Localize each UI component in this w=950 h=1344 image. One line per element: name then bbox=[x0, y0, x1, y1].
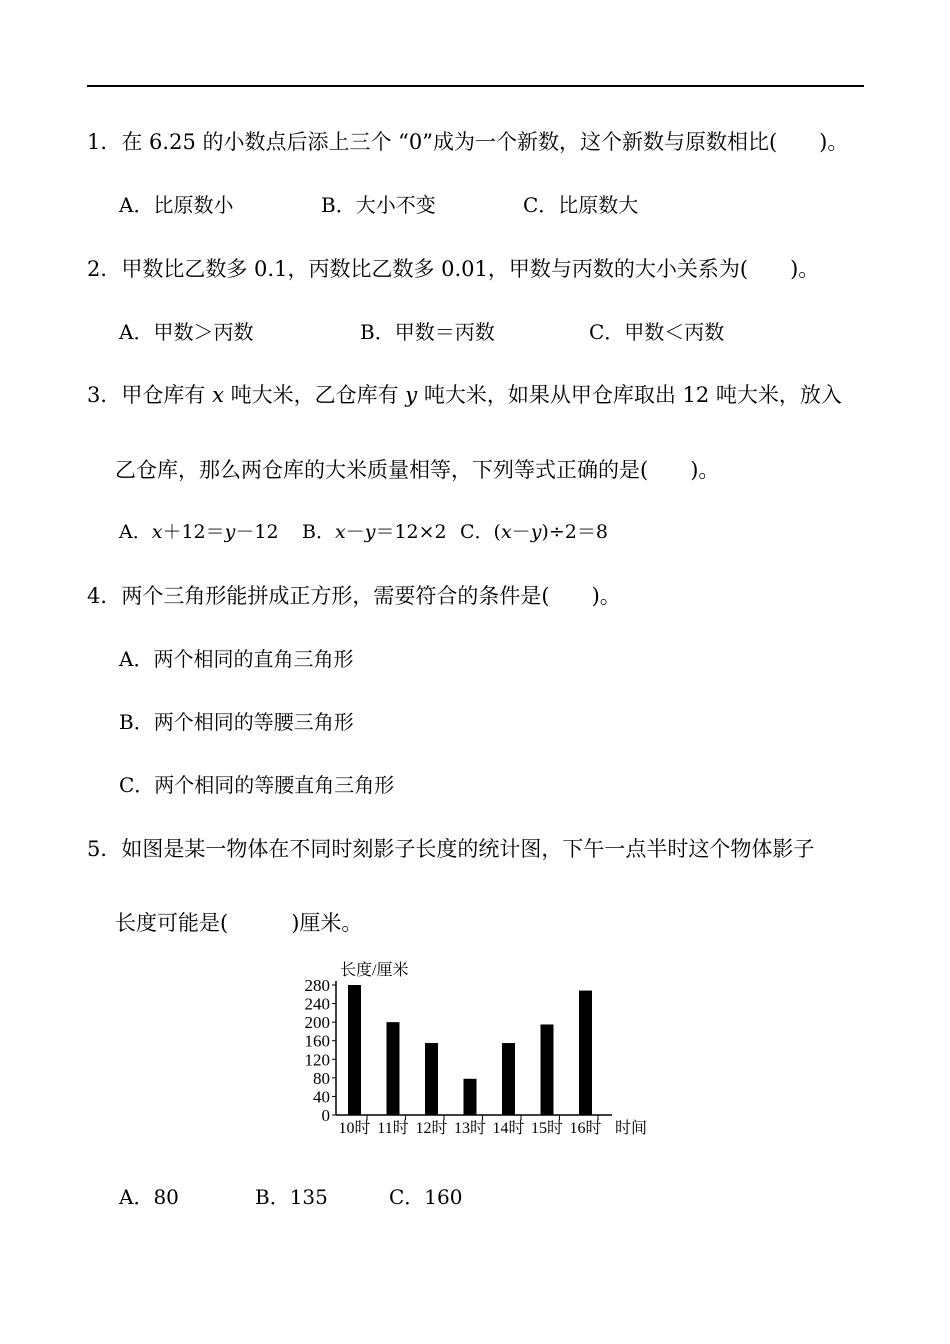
q3b-var-y: y bbox=[364, 521, 376, 543]
bar bbox=[464, 1079, 477, 1115]
q3a-op2: －12 bbox=[235, 521, 279, 543]
question-1-option-c[interactable]: C．比原数大 bbox=[523, 193, 639, 217]
top-rule bbox=[87, 85, 864, 87]
x-tick-label: 10时 bbox=[338, 1120, 371, 1137]
question-1-option-a[interactable]: A．比原数小 bbox=[119, 193, 234, 217]
q3a-label: A． bbox=[119, 521, 152, 543]
y-tick-label: 160 bbox=[304, 1031, 330, 1051]
question-5-option-c[interactable]: C．160 bbox=[389, 1185, 463, 1209]
q3c-var-y: y bbox=[530, 521, 542, 543]
q3a-var-x: x bbox=[151, 521, 163, 543]
question-5-text: 如图是某一物体在不同时刻影子长度的统计图，下午一点半时这个物体影子 bbox=[121, 837, 815, 861]
question-1-option-b[interactable]: B．大小不变 bbox=[321, 193, 436, 217]
q3c-var-x: x bbox=[500, 521, 512, 543]
question-2-number: 2． bbox=[87, 257, 122, 281]
question-2-option-c[interactable]: C．甲数＜丙数 bbox=[589, 320, 725, 344]
question-3-text-b: 吨大米，乙仓库有 bbox=[223, 383, 406, 407]
x-tick-label: 15时 bbox=[530, 1120, 564, 1137]
question-3-number: 3． bbox=[87, 383, 122, 407]
bar bbox=[387, 1022, 400, 1115]
bar bbox=[541, 1024, 554, 1115]
y-tick-label: 200 bbox=[304, 1013, 330, 1033]
q3a-var-y: y bbox=[224, 521, 236, 543]
question-2 bbox=[87, 256, 819, 282]
question-2-option-b[interactable]: B．甲数＝丙数 bbox=[360, 320, 495, 344]
bar bbox=[579, 991, 592, 1115]
q3b-op1: － bbox=[345, 521, 365, 543]
q3c-op2: )÷2＝8 bbox=[541, 521, 608, 543]
question-3-var-x: x bbox=[212, 383, 224, 407]
shadow-length-chart bbox=[296, 955, 656, 1145]
question-1-text: 在 6.25 的小数点后添上三个 “0”成为一个新数，这个新数与原数相比( )。 bbox=[121, 130, 849, 154]
question-5 bbox=[87, 836, 814, 862]
q3c-op1: － bbox=[511, 521, 531, 543]
question-5-option-a[interactable]: A．80 bbox=[119, 1185, 179, 1209]
question-4-text: 两个三角形能拼成正方形，需要符合的条件是( )。 bbox=[121, 584, 621, 608]
question-4-option-c[interactable]: C．两个相同的等腰直角三角形 bbox=[119, 773, 395, 797]
question-5-line2: 长度可能是( )厘米。 bbox=[115, 911, 363, 935]
question-3-option-b[interactable] bbox=[302, 519, 447, 545]
question-4-option-b[interactable]: B．两个相同的等腰三角形 bbox=[119, 710, 354, 734]
question-2-text: 甲数比乙数多 0.1，丙数比乙数多 0.01，甲数与丙数的大小关系为( )。 bbox=[121, 257, 820, 281]
q3a-op1: ＋12＝ bbox=[162, 521, 225, 543]
question-3-line2: 乙仓库，那么两仓库的大米质量相等，下列等式正确的是( )。 bbox=[115, 458, 720, 482]
question-5-option-b[interactable]: B．135 bbox=[255, 1185, 328, 1209]
question-5-number: 5． bbox=[87, 837, 122, 861]
question-3-text-a: 甲仓库有 bbox=[121, 383, 213, 407]
x-axis-title: 时间 bbox=[615, 1120, 648, 1137]
question-1 bbox=[87, 129, 848, 155]
question-4-number: 4． bbox=[87, 584, 122, 608]
question-3-option-c[interactable] bbox=[460, 519, 608, 545]
question-1-number: 1． bbox=[87, 130, 122, 154]
x-tick-label: 14时 bbox=[492, 1120, 525, 1137]
y-tick-label: 40 bbox=[313, 1087, 330, 1107]
x-tick-label: 12时 bbox=[415, 1120, 448, 1137]
q3b-label: B． bbox=[302, 521, 335, 543]
question-3 bbox=[87, 382, 842, 408]
y-tick-label: 0 bbox=[321, 1106, 330, 1125]
y-axis-title: 长度/厘米 bbox=[340, 962, 409, 979]
question-3-var-y: y bbox=[405, 383, 418, 407]
question-2-option-a[interactable]: A．甲数＞丙数 bbox=[119, 320, 254, 344]
x-tick-label: 11时 bbox=[377, 1120, 409, 1137]
question-4-option-a[interactable]: A．两个相同的直角三角形 bbox=[119, 647, 354, 671]
question-4 bbox=[87, 583, 621, 609]
y-tick-label: 240 bbox=[304, 994, 330, 1014]
q3c-label: C．( bbox=[460, 521, 501, 543]
y-tick-label: 120 bbox=[304, 1050, 330, 1070]
question-3-text-c: 吨大米，如果从甲仓库取出 12 吨大米，放入 bbox=[417, 383, 842, 407]
x-tick-label: 13时 bbox=[453, 1120, 487, 1137]
bar bbox=[425, 1043, 438, 1115]
bar bbox=[348, 985, 361, 1115]
chart-bars bbox=[348, 985, 592, 1115]
q3b-var-x: x bbox=[334, 521, 346, 543]
question-3-option-a[interactable] bbox=[119, 519, 279, 545]
y-tick-label: 280 bbox=[304, 976, 330, 995]
x-tick-label: 16时 bbox=[569, 1120, 602, 1137]
y-tick-label: 80 bbox=[313, 1068, 330, 1088]
q3b-op2: ＝12×2 bbox=[375, 521, 447, 543]
bar bbox=[502, 1043, 515, 1115]
